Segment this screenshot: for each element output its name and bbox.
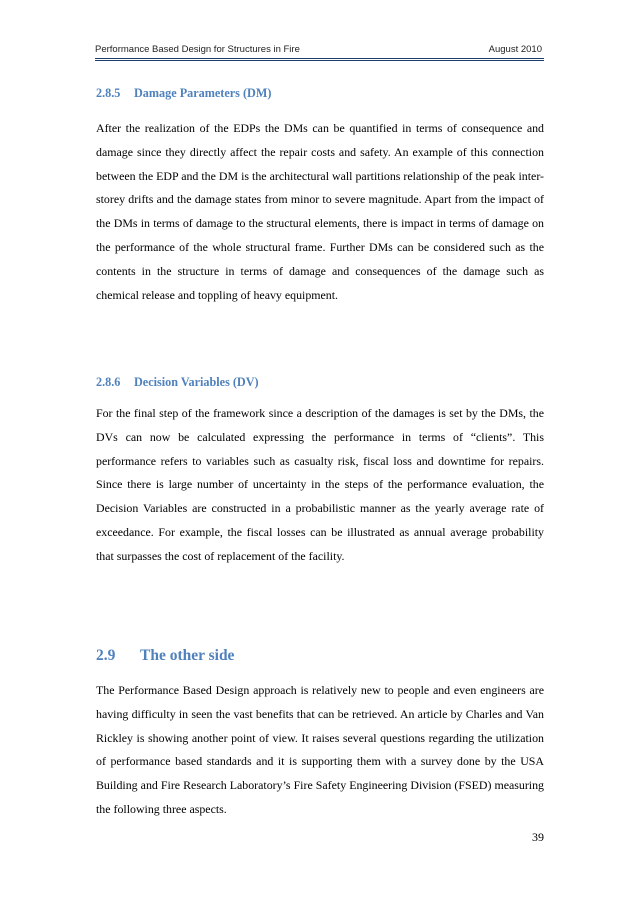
page-number: 39 <box>532 830 544 844</box>
section-heading <box>96 86 544 101</box>
section-title: Decision Variables (DV) <box>134 375 259 389</box>
section-number: 2.8.6 <box>96 375 121 389</box>
section-other-side-body <box>96 679 544 822</box>
section-decision-variables <box>96 375 544 390</box>
section-heading <box>96 375 544 390</box>
section-damage-parameters-body <box>96 117 544 307</box>
header-rule <box>95 58 544 59</box>
section-number: 2.9 <box>96 647 116 664</box>
body-paragraph: After the realization of the EDPs the DMs can be quantified in terms of consequence and damage since they directly affect the repair costs and safety. An example of this connection between the EDP and the DM is the architectural wall partitions relationship of the peak inter-storey drifts and the damage states from minor to severe magnitude. Apart from the impact of the DMs in terms of damage to the structural elements, there is impact in terms of damage on the performance of the whole structural frame. Further DMs can be considered such as the contents in the structure in terms of damage and consequences of the damage such as chemical release and toppling of heavy equipment. <box>96 121 544 302</box>
section-number: 2.8.5 <box>96 86 121 100</box>
section-heading <box>96 647 544 665</box>
section-decision-variables-body <box>96 402 544 569</box>
section-damage-parameters <box>96 86 544 101</box>
section-title: The other side <box>140 647 235 664</box>
section-title: Damage Parameters (DM) <box>134 86 272 100</box>
running-header <box>95 44 542 55</box>
body-paragraph: For the final step of the framework since a description of the damages is set by the DMs, the DVs can now be calculated expressing the performance in terms of “clients”. This performance refers to variables such as casualty risk, fiscal loss and downtime for repairs. Since there is large number of uncertainty in the steps of the performance evaluation, the Decision Variables are constructed in a probabilistic manner as the yearly average rate of exceedance. For example, the fiscal losses can be illustrated as annual average probability that surpasses the cost of replacement of the facility. <box>96 406 544 563</box>
body-paragraph: The Performance Based Design approach is relatively new to people and even engineers are having difficulty in seen the vast benefits that can be retrieved. An article by Charles and Van Rickley is showing another point of view. It raises several questions regarding the utilization of performance based standards and it is supporting them with a survey done by the USA Building and Fire Research Laboratory’s Fire Safety Engineering Division (FSED) measuring the following three aspects. <box>96 683 544 816</box>
header-date: August 2010 <box>488 44 542 55</box>
section-other-side <box>96 647 544 665</box>
header-title: Performance Based Design for Structures in Fire <box>95 44 300 55</box>
